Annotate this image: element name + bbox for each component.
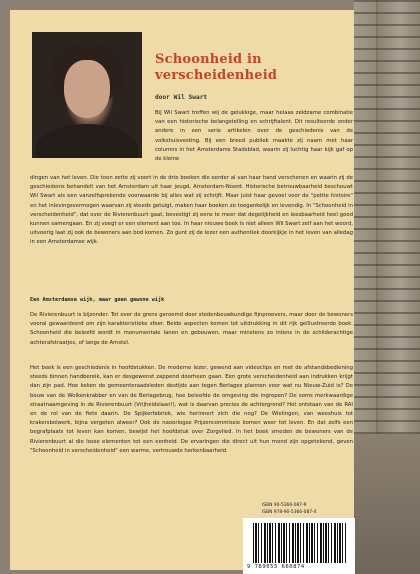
- wall-base: [354, 434, 420, 574]
- isbn-block: [262, 502, 316, 516]
- author-paragraph-text: dingen van het leven. Die toon zette zij voort in de drie boeken die eerder al van haar hand verschenen en waarin zij de geschiedenis behandelt van het Amsterdam uit haar jeugd, Amsterdam-Noord. Historische betrouwbaarheid beschouwt Wil Swart als een vanzelfsprekende voorwaarde bij alles wat zij schrijft. Maar juist haar gevoel voor de "petite histoire" en het inlevingsvermogen waarvan zij steeds getuigt, maken haar boeken zo toegankelijk en levendig. In "Schoonheid in verscheidenheid", dat over de Rivierenbuurt gaat, bevestigt zij eens te meer dat degelijkheid en leesbaarheid heel goed kunnen samengaan. En zij voegt er een element aan toe. In haar nieuwe boek is niet alleen Wil Swart zelf aan het woord, uitvoerig laat zij ook de bewoners aan bod komen. Zo gunt zij de lezer een authentiek doorkijkje in het leven van alledag in een Amsterdamse wijk.: [30, 175, 353, 246]
- book-title-line2: verscheidenheid: [155, 68, 278, 83]
- neighbourhood-paragraph-text: De Rivierenbuurt is bijzonder. Tot over de grens geroemd door stedenbouwkundige fijnproevers, maar door de bewoners vooral gewaardeerd om zijn karakteristieke sfeer. Beide aspecten komen tot uitdrukking in dit rijk geïllustreerde boek. Schoonheid die beleefd wordt in monumentale lanen en gebouwen, maar minstens zo intens in de schilderachtige achterafstraatjes, of langs de Amstel.: [30, 312, 353, 346]
- book-back-cover: [10, 10, 354, 570]
- isbn-13: ISBN 978-90-5366-087-4: [262, 510, 317, 515]
- brick-wall-background: [354, 0, 420, 574]
- intro-paragraph: [155, 109, 353, 164]
- author-face: [64, 60, 110, 118]
- chapters-paragraph-text: Het boek is een geschiedenis in hoofdstukken. De moderne lezer, gewend aan videoclips en met de afstandsbediening steeds binnen handbereik, kan er desgewenst zappend doorheen gaan. Een grote verscheidenheid aan indrukken krijgt dan zijn pad. Hoe keken de gemeenteraadsleden destijds aan tegen Berlages plannen voor wat nu Nieuw-Zuid is? De bouw van de Wolkenkrabber en van de Berlagebrug, hoe beleefde de omgeving die ingrepen? De soms merkwaardige straatnaamgeving in de Rivierenbuurt (Vrijheidslaan!), wat is daarvan precies de achtergrond? Het ontstaan van de RAI en de rol van de fiets daarin. De Spijkerfabriek, wie herinnert zich die nog? De Wielingen, van weeshuis tot krakersbolwerk, bijna vergeten alweer? Ook de naoorlogse Prijzencommissie komen weer tot leven. En dat zelfs een begrafplaats tot leven kan komen, bewijst het hoofdstuk over Zorgvlied. In het boek smeden de bewoners van de Rivierenbuurt al die losse elementen tot een eenheid. De ervaringen die direct uit hun mond zijn opgetekend, geven "Schoonheid in verscheidenheid" een warme, vertrouwde herkenbaarheid.: [30, 365, 353, 454]
- author-photo: [32, 32, 142, 158]
- isbn-10: ISBN 90-5366-087-9: [262, 503, 307, 508]
- barcode-label: [243, 518, 355, 574]
- book-title-line1: Schoonheid in: [155, 52, 262, 67]
- neighbourhood-paragraph: [30, 311, 353, 348]
- author-paragraph: [30, 174, 353, 248]
- author-shoulders: [36, 124, 138, 158]
- barcode-number: 9 789053 660874: [247, 564, 305, 570]
- intro-text: Bij Wil Swart treffen wij de gelukkige, maar helaas zeldzame combinatie van een historische belangstelling en schrijftalent. Dit resulteerde onder andere in een serie artikelen over de geschiedenis van de volkshuisvesting. Bij een breed publiek maakte zij naam met haar columns in het Amsterdams Stadsblad, waarin zij luchtig haar kijk gaf op de kleine: [155, 110, 353, 163]
- section-subheading: Een Amsterdamse wijk, maar geen gewone wijk: [30, 297, 165, 303]
- barcode-icon: [253, 523, 347, 563]
- chapters-paragraph: [30, 364, 353, 456]
- book-title: [155, 52, 355, 84]
- author-byline: door Wil Swart: [155, 94, 208, 101]
